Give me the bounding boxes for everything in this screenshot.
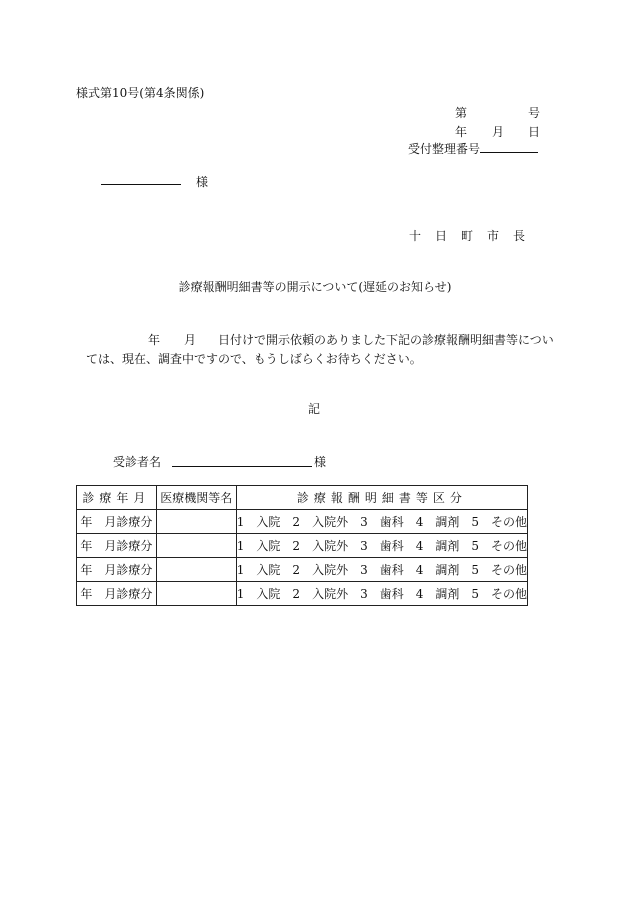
- receipt-number: [408, 140, 538, 157]
- reference-go: 号: [528, 106, 541, 120]
- patient-honorific: 様: [314, 455, 327, 469]
- body-month: 月: [184, 333, 197, 347]
- date-year: 年: [455, 125, 468, 139]
- category-cell: 1 入院 2 入院外 3 歯科 4 調剤 5 その他: [236, 558, 527, 582]
- receipt-number-blank: [480, 141, 538, 153]
- patient-name-label: 受診者名: [113, 455, 162, 469]
- form-number: 様式第10号(第4条関係): [76, 86, 205, 100]
- date-month: 月: [492, 125, 505, 139]
- detail-table: [76, 485, 528, 606]
- table-header-row: [77, 486, 528, 510]
- document-title: 診療報酬明細書等の開示について(遅延のお知らせ): [178, 280, 452, 294]
- addressee-blank: [101, 184, 181, 185]
- category-cell: 1 入院 2 入院外 3 歯科 4 調剤 5 その他: [236, 582, 527, 606]
- category-cell: 1 入院 2 入院外 3 歯科 4 調剤 5 その他: [236, 534, 527, 558]
- body-line-1: 日付けで開示依頼のありました下記の診療報酬明細書等につい: [218, 333, 554, 347]
- body-line-2: ては、現在、調査中ですので、もうしばらくお待ちください。: [86, 352, 422, 366]
- table-row: [77, 582, 528, 606]
- receipt-number-label: 受付整理番号: [408, 142, 481, 156]
- period-cell: 年 月診療分: [77, 582, 157, 606]
- institution-cell: [156, 510, 236, 534]
- header-institution: 医療機関等名: [156, 486, 236, 510]
- period-cell: 年 月診療分: [77, 510, 157, 534]
- period-cell: 年 月診療分: [77, 558, 157, 582]
- header-category: 診療報酬明細書等区分: [236, 486, 527, 510]
- ki-heading: 記: [308, 402, 321, 416]
- table-row: [77, 558, 528, 582]
- category-cell: 1 入院 2 入院外 3 歯科 4 調剤 5 その他: [236, 510, 527, 534]
- reference-dai: 第: [455, 106, 468, 120]
- table-row: [77, 534, 528, 558]
- institution-cell: [156, 534, 236, 558]
- period-cell: 年 月診療分: [77, 534, 157, 558]
- table-row: [77, 510, 528, 534]
- header-period: 診療年月: [77, 486, 157, 510]
- sender-name: 十日町市長: [409, 229, 540, 243]
- addressee-honorific: 様: [196, 175, 209, 189]
- patient-name-blank: [172, 466, 312, 467]
- institution-cell: [156, 582, 236, 606]
- date-day: 日: [528, 125, 541, 139]
- body-year: 年: [148, 333, 161, 347]
- institution-cell: [156, 558, 236, 582]
